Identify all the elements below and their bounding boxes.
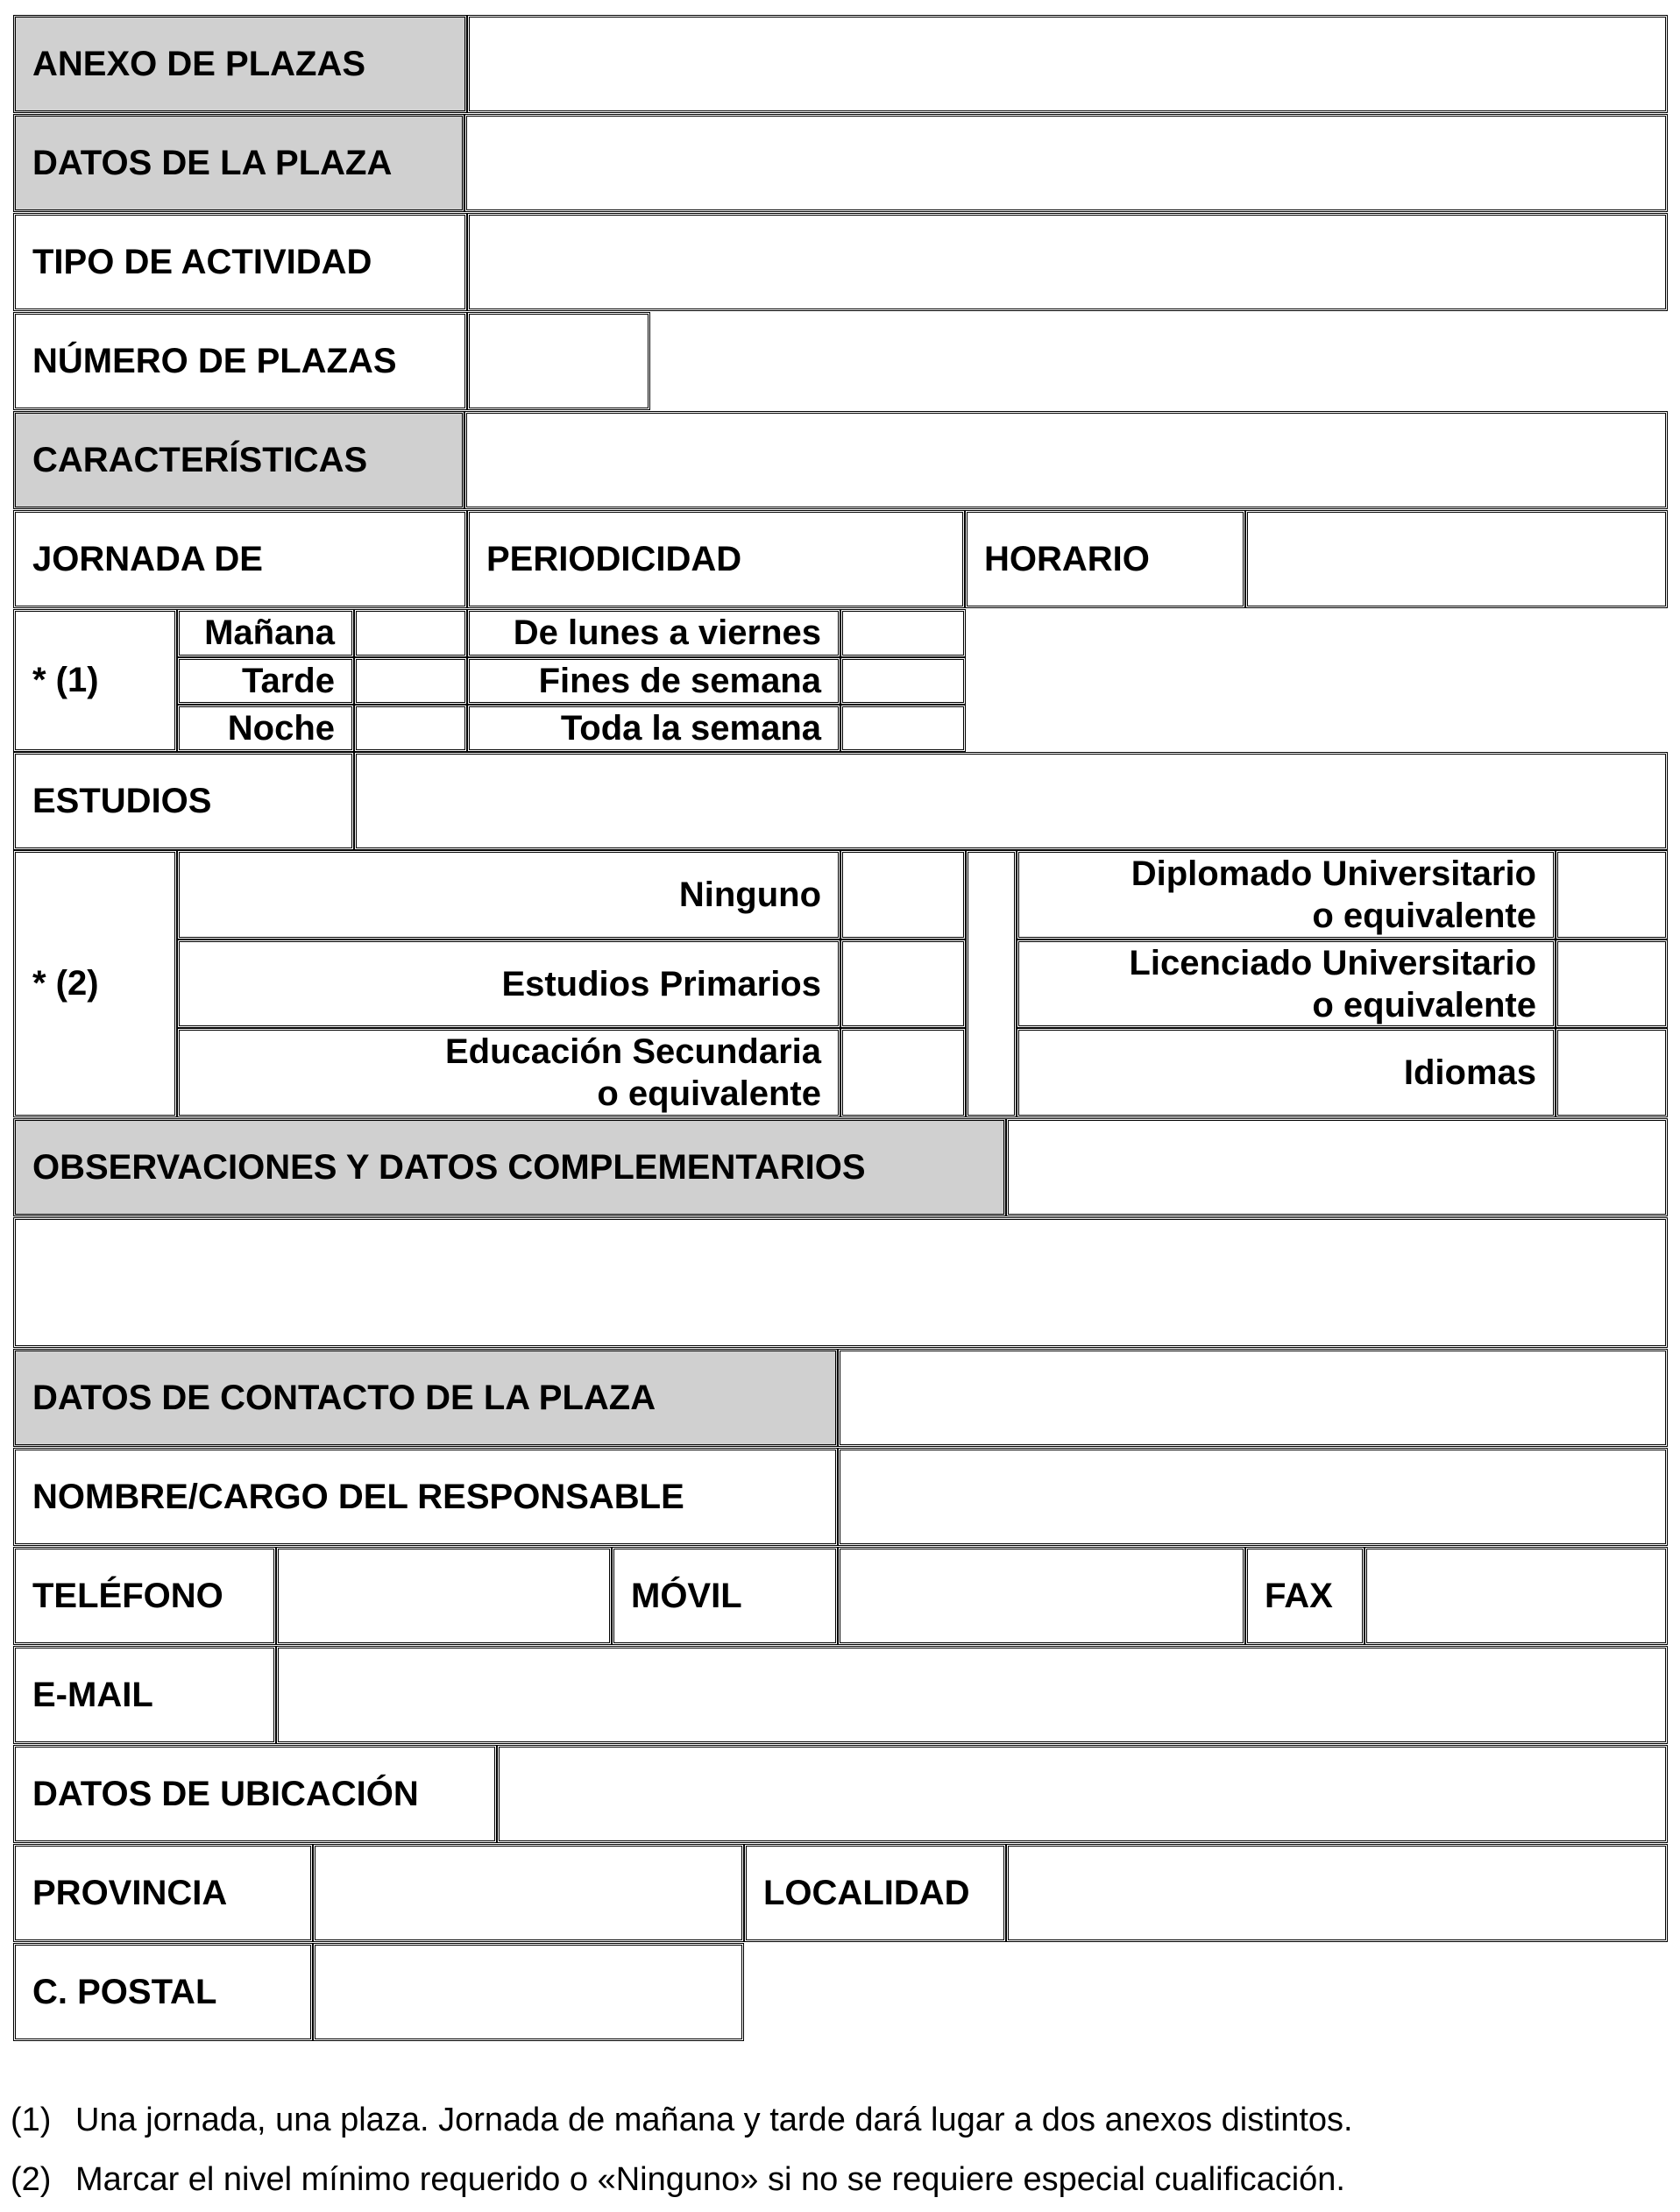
periodicidad-label: PERIODICIDAD bbox=[486, 539, 742, 578]
responsable-field[interactable] bbox=[838, 1448, 1668, 1546]
footnote-1 bbox=[11, 2102, 1353, 2139]
estudios-field[interactable] bbox=[354, 752, 1668, 850]
ubicacion-label: DATOS DE UBICACIÓN bbox=[32, 1774, 419, 1813]
periodicidad-lunes-viernes-label: De lunes a viernes bbox=[513, 613, 821, 652]
estudios-ninguno-label bbox=[177, 850, 840, 939]
estudios-primarios-text: Estudios Primarios bbox=[501, 964, 821, 1003]
caracteristicas-label: CARACTERÍSTICAS bbox=[32, 440, 368, 479]
periodicidad-fines-semana-checkbox[interactable] bbox=[840, 657, 966, 705]
caracteristicas-field[interactable] bbox=[464, 411, 1668, 509]
jornada-tarde-label: Tarde bbox=[242, 662, 335, 700]
horario-label: HORARIO bbox=[984, 539, 1150, 578]
anexo-label: ANEXO DE PLAZAS bbox=[32, 44, 366, 83]
estudios-secundaria-line2: o equivalente bbox=[597, 1074, 821, 1113]
jornada-noche-checkbox[interactable] bbox=[354, 705, 467, 752]
estudios-diplomado-line2: o equivalente bbox=[1312, 897, 1536, 935]
footnote-1-text: Una jornada, una plaza. Jornada de mañana y tarde dará lugar a dos anexos distintos. bbox=[75, 2102, 1353, 2138]
estudios-secundaria-label bbox=[177, 1028, 840, 1117]
estudios-diplomado-line1: Diplomado Universitario bbox=[1131, 854, 1536, 893]
postal-label: C. POSTAL bbox=[32, 1972, 217, 2011]
observaciones-label: OBSERVACIONES Y DATOS COMPLEMENTARIOS bbox=[32, 1147, 866, 1187]
observaciones-textarea[interactable] bbox=[13, 1217, 1668, 1348]
numero-plazas-label: NÚMERO DE PLAZAS bbox=[32, 341, 397, 380]
anexo-field[interactable] bbox=[467, 15, 1668, 113]
fax-field[interactable] bbox=[1365, 1547, 1668, 1645]
estudios-label: ESTUDIOS bbox=[32, 781, 212, 820]
datos-contacto-label: DATOS DE CONTACTO DE LA PLAZA bbox=[32, 1378, 656, 1417]
estudios-idiomas-label bbox=[1017, 1028, 1556, 1117]
telefono-field[interactable] bbox=[276, 1547, 612, 1645]
periodicidad-lunes-viernes-checkbox[interactable] bbox=[840, 609, 966, 657]
jornada-tarde-checkbox[interactable] bbox=[354, 657, 467, 705]
estudios-secundaria-checkbox[interactable] bbox=[840, 1028, 966, 1117]
estudios-ninguno-checkbox[interactable] bbox=[840, 850, 966, 939]
email-field[interactable] bbox=[276, 1646, 1668, 1744]
estudios-primarios-checkbox[interactable] bbox=[840, 939, 966, 1028]
movil-label: MÓVIL bbox=[631, 1576, 742, 1615]
footnote-2 bbox=[11, 2161, 1345, 2199]
postal-field[interactable] bbox=[313, 1943, 744, 2041]
datos-plaza-field[interactable] bbox=[464, 114, 1668, 212]
estudios-secundaria-line1: Educación Secundaria bbox=[444, 1032, 821, 1071]
numero-plazas-field[interactable] bbox=[467, 312, 650, 410]
estudios-licenciado-checkbox[interactable] bbox=[1556, 939, 1668, 1028]
footnote-2-text: Marcar el nivel mínimo requerido o «Ninguno» si no se requiere especial cualificación. bbox=[75, 2161, 1345, 2198]
tipo-actividad-field[interactable] bbox=[467, 213, 1668, 311]
periodicidad-fines-semana-label: Fines de semana bbox=[538, 662, 821, 700]
jornada-manana-checkbox[interactable] bbox=[354, 609, 467, 657]
jornada-noche-label: Noche bbox=[227, 709, 335, 748]
ref1-label: * (1) bbox=[32, 661, 99, 699]
observaciones-side-field[interactable] bbox=[1006, 1118, 1668, 1216]
tipo-actividad-label: TIPO DE ACTIVIDAD bbox=[32, 242, 372, 281]
localidad-label: LOCALIDAD bbox=[763, 1873, 970, 1912]
periodicidad-toda-semana-label: Toda la semana bbox=[560, 709, 821, 748]
estudios-ninguno-text: Ninguno bbox=[678, 876, 821, 914]
datos-plaza-label: DATOS DE LA PLAZA bbox=[32, 143, 393, 182]
periodicidad-toda-semana-checkbox[interactable] bbox=[840, 705, 966, 752]
movil-field[interactable] bbox=[838, 1547, 1245, 1645]
jornada-manana-label: Mañana bbox=[204, 613, 335, 652]
horario-field[interactable] bbox=[1245, 510, 1668, 608]
estudios-spacer-cell bbox=[966, 850, 1017, 1117]
jornada-label: JORNADA DE bbox=[32, 539, 263, 578]
footnote-2-number: (2) bbox=[11, 2161, 52, 2198]
estudios-idiomas-text: Idiomas bbox=[1403, 1053, 1536, 1092]
estudios-licenciado-line2: o equivalente bbox=[1312, 985, 1536, 1024]
provincia-field[interactable] bbox=[313, 1844, 744, 1942]
localidad-field[interactable] bbox=[1006, 1844, 1668, 1942]
fax-label: FAX bbox=[1265, 1576, 1333, 1615]
telefono-label: TELÉFONO bbox=[32, 1576, 223, 1615]
estudios-diplomado-label bbox=[1017, 850, 1556, 939]
datos-contacto-field[interactable] bbox=[838, 1349, 1668, 1447]
footnote-1-number: (1) bbox=[11, 2102, 52, 2138]
estudios-primarios-label bbox=[177, 939, 840, 1028]
ubicacion-field[interactable] bbox=[497, 1745, 1668, 1843]
provincia-label: PROVINCIA bbox=[32, 1873, 228, 1912]
estudios-licenciado-label bbox=[1017, 939, 1556, 1028]
ref2-label: * (2) bbox=[32, 964, 99, 1003]
email-label: E-MAIL bbox=[32, 1675, 153, 1714]
estudios-diplomado-checkbox[interactable] bbox=[1556, 850, 1668, 939]
estudios-licenciado-line1: Licenciado Universitario bbox=[1129, 943, 1536, 982]
responsable-label: NOMBRE/CARGO DEL RESPONSABLE bbox=[32, 1477, 684, 1516]
estudios-idiomas-checkbox[interactable] bbox=[1556, 1028, 1668, 1117]
